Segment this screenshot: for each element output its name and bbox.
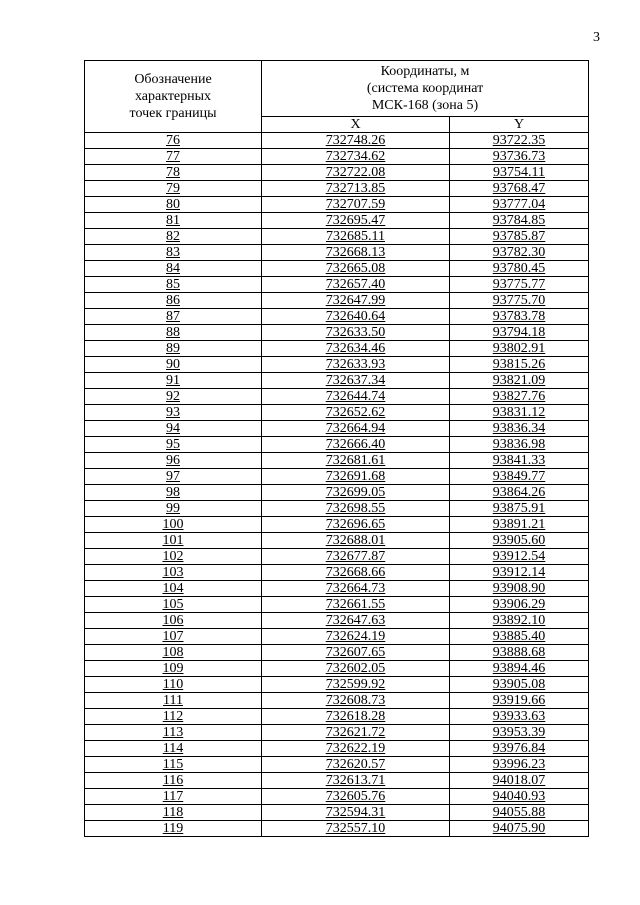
- header-coordinates: [262, 61, 589, 117]
- point-number-cell: 93: [85, 405, 262, 421]
- y-coordinate-cell: 93849.77: [450, 469, 589, 485]
- point-number-cell: 100: [85, 517, 262, 533]
- table-row: [85, 341, 589, 357]
- table-row: [85, 597, 589, 613]
- x-coordinate-cell: 732621.72: [262, 725, 450, 741]
- x-coordinate-cell: 732608.73: [262, 693, 450, 709]
- x-coordinate-cell: 732691.68: [262, 469, 450, 485]
- point-number-cell: 115: [85, 757, 262, 773]
- table-row: [85, 821, 589, 837]
- x-coordinate-cell: 732622.19: [262, 741, 450, 757]
- x-coordinate-cell: 732602.05: [262, 661, 450, 677]
- y-coordinate-cell: 93892.10: [450, 613, 589, 629]
- point-number-cell: 84: [85, 261, 262, 277]
- y-coordinate-cell: 93906.29: [450, 597, 589, 613]
- table-row: [85, 197, 589, 213]
- x-coordinate-cell: 732607.65: [262, 645, 450, 661]
- table-row: [85, 325, 589, 341]
- header-coordinates-line: МСК-168 (зона 5): [371, 98, 479, 113]
- table-row: [85, 469, 589, 485]
- point-number-cell: 95: [85, 437, 262, 453]
- header-designation-line: характерных: [134, 89, 212, 104]
- x-coordinate-cell: 732681.61: [262, 453, 450, 469]
- table-row: [85, 309, 589, 325]
- point-number-cell: 90: [85, 357, 262, 373]
- x-coordinate-cell: 732748.26: [262, 133, 450, 149]
- x-coordinate-cell: 732664.73: [262, 581, 450, 597]
- x-coordinate-cell: 732644.74: [262, 389, 450, 405]
- x-coordinate-cell: 732699.05: [262, 485, 450, 501]
- y-coordinate-cell: 93785.87: [450, 229, 589, 245]
- x-coordinate-cell: 732647.63: [262, 613, 450, 629]
- y-coordinate-cell: 93827.76: [450, 389, 589, 405]
- y-coordinate-cell: 93891.21: [450, 517, 589, 533]
- x-coordinate-cell: 732713.85: [262, 181, 450, 197]
- x-coordinate-cell: 732605.76: [262, 789, 450, 805]
- table-row: [85, 485, 589, 501]
- table-row: [85, 645, 589, 661]
- y-coordinate-cell: 93908.90: [450, 581, 589, 597]
- point-number-cell: 79: [85, 181, 262, 197]
- table-row: [85, 549, 589, 565]
- x-coordinate-cell: 732661.55: [262, 597, 450, 613]
- x-coordinate-cell: 732624.19: [262, 629, 450, 645]
- point-number-cell: 111: [85, 693, 262, 709]
- point-number-cell: 113: [85, 725, 262, 741]
- x-coordinate-cell: 732668.13: [262, 245, 450, 261]
- x-coordinate-cell: 732695.47: [262, 213, 450, 229]
- x-coordinate-cell: 732698.55: [262, 501, 450, 517]
- y-coordinate-cell: 93953.39: [450, 725, 589, 741]
- table-row: [85, 373, 589, 389]
- y-coordinate-cell: 93919.66: [450, 693, 589, 709]
- point-number-cell: 98: [85, 485, 262, 501]
- table-row: [85, 677, 589, 693]
- page-number: 3: [593, 30, 600, 45]
- x-coordinate-cell: 732633.50: [262, 325, 450, 341]
- point-number-cell: 94: [85, 421, 262, 437]
- y-coordinate-cell: 93775.77: [450, 277, 589, 293]
- x-coordinate-cell: 732665.08: [262, 261, 450, 277]
- point-number-cell: 82: [85, 229, 262, 245]
- x-coordinate-cell: 732666.40: [262, 437, 450, 453]
- point-number-cell: 114: [85, 741, 262, 757]
- x-coordinate-cell: 732634.46: [262, 341, 450, 357]
- point-number-cell: 118: [85, 805, 262, 821]
- x-coordinate-cell: 732696.65: [262, 517, 450, 533]
- point-number-cell: 109: [85, 661, 262, 677]
- header-designation: [85, 61, 262, 133]
- point-number-cell: 77: [85, 149, 262, 165]
- table-row: [85, 757, 589, 773]
- y-coordinate-cell: 93864.26: [450, 485, 589, 501]
- y-coordinate-cell: 93912.54: [450, 549, 589, 565]
- y-coordinate-cell: 93783.78: [450, 309, 589, 325]
- table-row: [85, 245, 589, 261]
- table-row: [85, 613, 589, 629]
- y-coordinate-cell: 93933.63: [450, 709, 589, 725]
- point-number-cell: 80: [85, 197, 262, 213]
- point-number-cell: 85: [85, 277, 262, 293]
- y-coordinate-cell: 93784.85: [450, 213, 589, 229]
- y-coordinate-cell: 93794.18: [450, 325, 589, 341]
- y-coordinate-cell: 93775.70: [450, 293, 589, 309]
- table-row: [85, 789, 589, 805]
- point-number-cell: 106: [85, 613, 262, 629]
- table-row: [85, 581, 589, 597]
- table-row: [85, 725, 589, 741]
- header-designation-line: точек границы: [129, 106, 217, 121]
- y-coordinate-cell: 93912.14: [450, 565, 589, 581]
- x-coordinate-cell: 732620.57: [262, 757, 450, 773]
- y-coordinate-cell: 93802.91: [450, 341, 589, 357]
- point-number-cell: 119: [85, 821, 262, 837]
- point-number-cell: 92: [85, 389, 262, 405]
- x-coordinate-cell: 732734.62: [262, 149, 450, 165]
- y-coordinate-cell: 93976.84: [450, 741, 589, 757]
- table-row: [85, 277, 589, 293]
- table-row: [85, 629, 589, 645]
- y-coordinate-cell: 93722.35: [450, 133, 589, 149]
- point-number-cell: 116: [85, 773, 262, 789]
- x-coordinate-cell: 732618.28: [262, 709, 450, 725]
- y-coordinate-cell: 93836.34: [450, 421, 589, 437]
- header-coordinates-line: (система координат: [366, 81, 484, 96]
- x-coordinate-cell: 732637.34: [262, 373, 450, 389]
- table-row: [85, 389, 589, 405]
- y-coordinate-cell: 94055.88: [450, 805, 589, 821]
- table-row: [85, 181, 589, 197]
- y-coordinate-cell: 93905.60: [450, 533, 589, 549]
- table-row: [85, 565, 589, 581]
- x-coordinate-cell: 732688.01: [262, 533, 450, 549]
- x-coordinate-cell: 732599.92: [262, 677, 450, 693]
- point-number-cell: 103: [85, 565, 262, 581]
- x-coordinate-cell: 732668.66: [262, 565, 450, 581]
- y-coordinate-cell: 94075.90: [450, 821, 589, 837]
- point-number-cell: 102: [85, 549, 262, 565]
- point-number-cell: 97: [85, 469, 262, 485]
- x-coordinate-cell: 732664.94: [262, 421, 450, 437]
- header-coordinates-line: Координаты, м: [380, 64, 470, 79]
- point-number-cell: 76: [85, 133, 262, 149]
- point-number-cell: 105: [85, 597, 262, 613]
- y-coordinate-cell: 94040.93: [450, 789, 589, 805]
- table-row: [85, 709, 589, 725]
- y-coordinate-cell: 93777.04: [450, 197, 589, 213]
- x-coordinate-cell: 732685.11: [262, 229, 450, 245]
- point-number-cell: 101: [85, 533, 262, 549]
- table-row: [85, 805, 589, 821]
- x-coordinate-cell: 732652.62: [262, 405, 450, 421]
- table-row: [85, 165, 589, 181]
- point-number-cell: 117: [85, 789, 262, 805]
- point-number-cell: 81: [85, 213, 262, 229]
- y-coordinate-cell: 94018.07: [450, 773, 589, 789]
- y-coordinate-cell: 93894.46: [450, 661, 589, 677]
- table-row: [85, 229, 589, 245]
- table-row: [85, 741, 589, 757]
- header-designation-line: Обозначение: [134, 72, 212, 87]
- y-coordinate-cell: 93780.45: [450, 261, 589, 277]
- y-coordinate-cell: 93831.12: [450, 405, 589, 421]
- x-coordinate-cell: 732677.87: [262, 549, 450, 565]
- y-coordinate-cell: 93885.40: [450, 629, 589, 645]
- header-x: X: [262, 117, 450, 133]
- y-coordinate-cell: 93736.73: [450, 149, 589, 165]
- table-row: [85, 693, 589, 709]
- y-coordinate-cell: 93754.11: [450, 165, 589, 181]
- y-coordinate-cell: 93782.30: [450, 245, 589, 261]
- table-row: [85, 421, 589, 437]
- y-coordinate-cell: 93815.26: [450, 357, 589, 373]
- point-number-cell: 78: [85, 165, 262, 181]
- y-coordinate-cell: 93841.33: [450, 453, 589, 469]
- table-row: [85, 661, 589, 677]
- point-number-cell: 91: [85, 373, 262, 389]
- point-number-cell: 112: [85, 709, 262, 725]
- x-coordinate-cell: 732594.31: [262, 805, 450, 821]
- y-coordinate-cell: 93888.68: [450, 645, 589, 661]
- table-row: [85, 213, 589, 229]
- point-number-cell: 104: [85, 581, 262, 597]
- coordinates-table: [84, 60, 589, 837]
- table-row: [85, 405, 589, 421]
- header-y: Y: [450, 117, 589, 133]
- point-number-cell: 107: [85, 629, 262, 645]
- x-coordinate-cell: 732640.64: [262, 309, 450, 325]
- point-number-cell: 89: [85, 341, 262, 357]
- table-row: [85, 453, 589, 469]
- y-coordinate-cell: 93836.98: [450, 437, 589, 453]
- x-coordinate-cell: 732613.71: [262, 773, 450, 789]
- point-number-cell: 83: [85, 245, 262, 261]
- point-number-cell: 87: [85, 309, 262, 325]
- table-row: [85, 533, 589, 549]
- y-coordinate-cell: 93905.08: [450, 677, 589, 693]
- x-coordinate-cell: 732633.93: [262, 357, 450, 373]
- table-row: [85, 357, 589, 373]
- x-coordinate-cell: 732657.40: [262, 277, 450, 293]
- point-number-cell: 96: [85, 453, 262, 469]
- y-coordinate-cell: 93875.91: [450, 501, 589, 517]
- table-row: [85, 133, 589, 149]
- x-coordinate-cell: 732707.59: [262, 197, 450, 213]
- x-coordinate-cell: 732557.10: [262, 821, 450, 837]
- table-row: [85, 261, 589, 277]
- y-coordinate-cell: 93768.47: [450, 181, 589, 197]
- point-number-cell: 108: [85, 645, 262, 661]
- table-row: [85, 517, 589, 533]
- y-coordinate-cell: 93821.09: [450, 373, 589, 389]
- point-number-cell: 99: [85, 501, 262, 517]
- table-row: [85, 437, 589, 453]
- table-row: [85, 293, 589, 309]
- point-number-cell: 88: [85, 325, 262, 341]
- table-header-row: [85, 61, 589, 117]
- x-coordinate-cell: 732722.08: [262, 165, 450, 181]
- point-number-cell: 110: [85, 677, 262, 693]
- y-coordinate-cell: 93996.23: [450, 757, 589, 773]
- table-row: [85, 773, 589, 789]
- table-row: [85, 149, 589, 165]
- x-coordinate-cell: 732647.99: [262, 293, 450, 309]
- table-row: [85, 501, 589, 517]
- point-number-cell: 86: [85, 293, 262, 309]
- table-body: [85, 133, 589, 837]
